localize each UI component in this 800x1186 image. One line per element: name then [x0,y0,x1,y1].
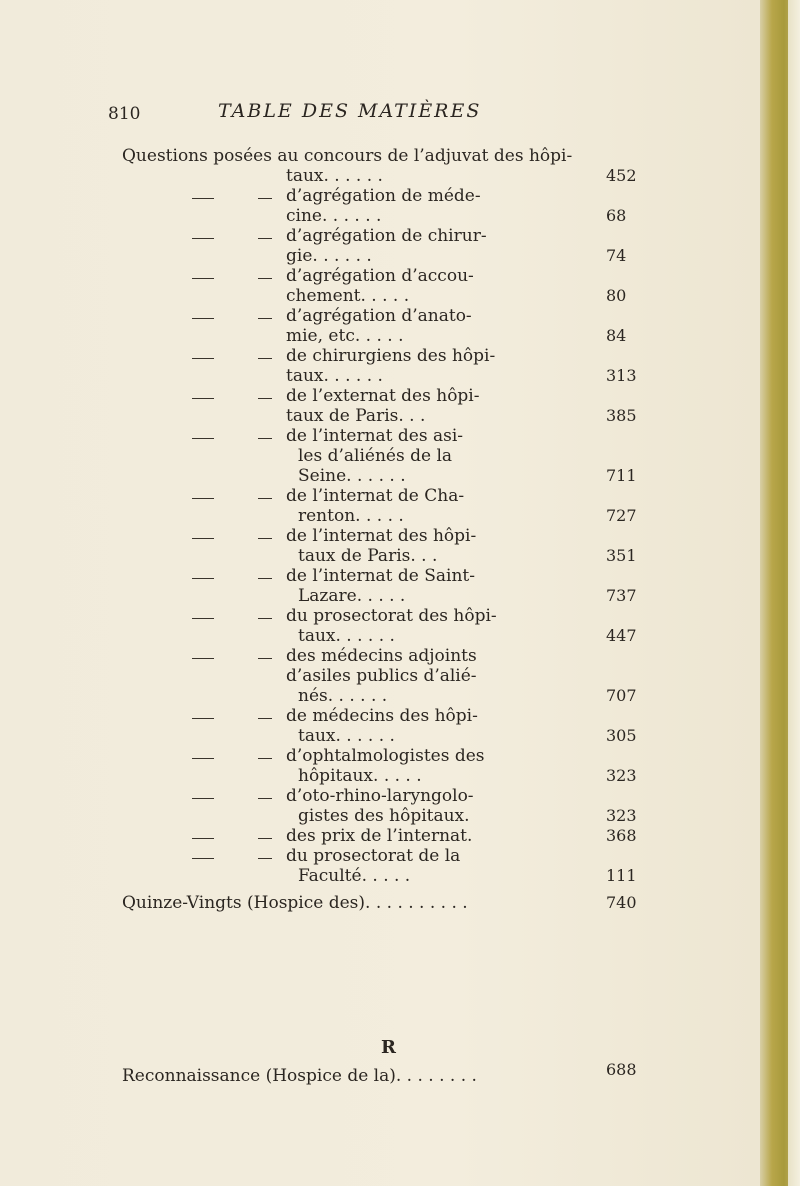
page-ref: 385 [606,406,637,425]
index-entry-line: d’agrégation de méde- [286,186,481,206]
index-entry-line: les d’aliénés de la [298,446,453,466]
page-ref: 447 [606,626,637,645]
index-entry-line: du prosectorat de la [286,846,461,866]
ditto-dash [258,798,272,799]
index-entry-line: taux. . . . . . [298,626,395,646]
index-entry-line: d’oto-rhino-laryngolo- [286,786,474,806]
page-ref: 351 [606,546,637,565]
ditto-dash [258,758,272,759]
ditto-dash [258,198,272,199]
page-ref: 368 [606,826,637,845]
page-title: TABLE DES MATIÈRES [218,100,482,122]
index-entry-line: hôpitaux. . . . . [298,766,422,786]
index-entry-line: Seine. . . . . . [298,466,406,486]
page-number: 810 [108,104,141,124]
index-entry-line: d’asiles publics d’alié- [286,666,477,686]
index-entry-line: d’agrégation d’accou- [286,266,474,286]
ditto-dash [258,858,272,859]
ditto-dash [258,538,272,539]
ditto-dash [192,758,214,759]
page-ref: 74 [606,246,627,265]
page-ref: 323 [606,806,637,825]
index-entry-line: gistes des hôpitaux. [298,806,470,826]
page-ref: 111 [606,866,637,885]
ditto-dash [192,438,214,439]
ditto-dash [192,358,214,359]
page-ref: 711 [606,466,637,485]
page-ref: 68 [606,206,627,225]
index-entry-line: de l’internat de Cha- [286,486,465,506]
ditto-dash [192,858,214,859]
index-entry-line: Quinze-Vingts (Hospice des). . . . . . . . . . [122,893,468,913]
index-entry-line: du prosectorat des hôpi- [286,606,497,626]
ditto-dash [258,618,272,619]
page-ref: 452 [606,166,637,185]
index-entry-line: taux de Paris. . . [298,546,438,566]
page-edge [760,0,800,1186]
ditto-dash [192,318,214,319]
index-entry-line: Reconnaissance (Hospice de la). . . . . . . . [122,1066,477,1086]
index-entry-line: taux de Paris. . . [286,406,426,426]
ditto-dash [192,238,214,239]
index-entry-line: taux. . . . . . [298,726,395,746]
ditto-dash [258,838,272,839]
index-entry-line: cine. . . . . . [286,206,382,226]
ditto-dash [258,318,272,319]
index-entry-line: de l’internat des asi- [286,426,464,446]
index-entry-line: de l’externat des hôpi- [286,386,480,406]
ditto-dash [258,238,272,239]
index-entry-line: chement. . . . . [286,286,410,306]
page-ref: 737 [606,586,637,605]
section-letter: R [381,1037,396,1058]
page-ref: 688 [606,1060,637,1079]
ditto-dash [258,358,272,359]
ditto-dash [192,538,214,539]
index-entry-line: mie, etc. . . . . [286,326,404,346]
ditto-dash [192,578,214,579]
index-entry-line: de l’internat des hôpi- [286,526,477,546]
ditto-dash [192,198,214,199]
ditto-dash [192,718,214,719]
page-ref: 84 [606,326,627,345]
index-entry-line: taux. . . . . . [286,166,383,186]
ditto-dash [258,438,272,439]
index-entry-line: de l’internat de Saint- [286,566,476,586]
ditto-dash [258,578,272,579]
page-ref: 313 [606,366,637,385]
ditto-dash [192,398,214,399]
index-entry-line: d’ophtalmologistes des [286,746,485,766]
index-entry-line: d’agrégation d’anato- [286,306,472,326]
index-entry-line: de médecins des hôpi- [286,706,478,726]
ditto-dash [258,498,272,499]
index-entry-line: d’agrégation de chirur- [286,226,487,246]
index-entry-line: Faculté. . . . . [298,866,411,886]
index-entry-line: des prix de l’internat. [286,826,473,846]
ditto-dash [258,718,272,719]
index-entry-line: taux. . . . . . [286,366,383,386]
ditto-dash [192,618,214,619]
ditto-dash [258,278,272,279]
ditto-dash [192,278,214,279]
index-entry-line: nés. . . . . . [298,686,388,706]
page-ref: 707 [606,686,637,705]
page-ref: 740 [606,893,637,912]
index-entry-line: renton. . . . . [298,506,404,526]
page-ref: 727 [606,506,637,525]
index-entry-line: gie. . . . . . [286,246,372,266]
ditto-dash [192,498,214,499]
ditto-dash [192,838,214,839]
ditto-dash [258,398,272,399]
page-ref: 80 [606,286,627,305]
ditto-dash [192,658,214,659]
page-ref: 323 [606,766,637,785]
index-entry-line: Questions posées au concours de l’adjuvat des hôpi- [122,146,573,166]
index-entry-line: des médecins adjoints [286,646,477,666]
page-ref: 305 [606,726,637,745]
index-entry-line: Lazare. . . . . [298,586,406,606]
ditto-dash [258,658,272,659]
index-entry-line: de chirurgiens des hôpi- [286,346,496,366]
ditto-dash [192,798,214,799]
